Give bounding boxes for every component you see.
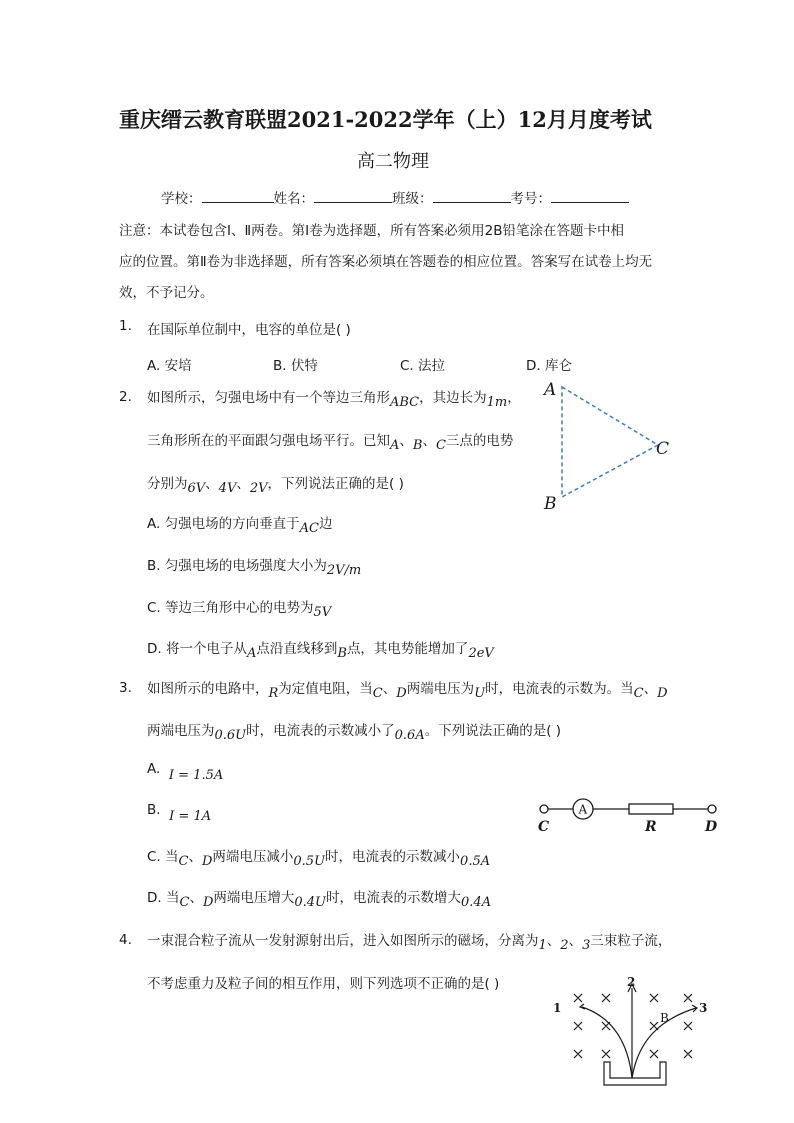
q2-line-2: 三角形所在的平面跟匀强电场平行。已知A、B、C三点的电势: [147, 433, 514, 453]
q1-option-d: D. 库仑: [526, 358, 572, 374]
q1-number: 1.: [119, 318, 132, 334]
class-blank[interactable]: [433, 190, 511, 203]
q1-option-c: C. 法拉: [400, 358, 446, 374]
q1-stem: 在国际单位制中，电容的单位是( ): [147, 322, 351, 338]
number-blank[interactable]: [551, 190, 629, 203]
q3-line-1: 如图所示的电路中，R为定值电阻，当C、D两端电压为U时，电流表的示数为。当C、D: [147, 681, 668, 701]
q2-option-b: B. 匀强电场的电场强度大小为2V/m: [147, 558, 362, 578]
number-label: 考号：: [510, 191, 551, 207]
q4-line-1: 一束混合粒子流从一发射源射出后，进入如图所示的磁场，分离为1、2、3三束粒子流，: [147, 933, 672, 953]
name-blank[interactable]: [314, 190, 392, 203]
vertex-b-label: B: [544, 494, 557, 514]
q3-line-2: 两端电压为0.6U时，电流表的示数减小了0.6A。下列说法正确的是( ): [147, 723, 562, 743]
beam-3-label: 3: [699, 1001, 708, 1015]
notice-line-1: 注意：本试卷包含Ⅰ、Ⅱ两卷。第Ⅰ卷为选择题，所有答案必须用2B铅笔涂在答题卡中相: [119, 223, 624, 239]
info-row: [161, 187, 629, 207]
q2-number: 2.: [119, 389, 132, 405]
name-label: 姓名：: [273, 191, 314, 207]
school-label: 学校：: [161, 191, 202, 207]
q3-option-c: C. 当C、D两端电压减小0.5U时，电流表的示数减小0.5A: [147, 849, 491, 869]
q3-circuit-figure: [533, 795, 723, 835]
notice-line-2: 应的位置。第Ⅱ卷为非选择题，所有答案必须填在答题卷的相应位置。答案写在试卷上均无: [119, 254, 653, 270]
q3-option-d: D. 当C、D两端电压增大0.4U时，电流表的示数增大0.4A: [147, 890, 492, 910]
terminal-d: [708, 805, 716, 813]
q3-option-a: A. I = 1.5A: [147, 761, 224, 783]
q2-option-d: D. 将一个电子从A点沿直线移到B点，其电势能增加了2eV: [147, 641, 494, 661]
equilateral-triangle: [562, 387, 658, 497]
beam-1-arrow-icon: [580, 1004, 585, 1009]
q2-option-a: A. 匀强电场的方向垂直于AC边: [147, 516, 333, 536]
q4-line-2: 不考虑重力及粒子间的相互作用，则下列选项不正确的是( ): [147, 976, 500, 992]
class-label: 班级：: [392, 191, 433, 207]
q2-option-c: C. 等边三角形中心的电势为5V: [147, 600, 332, 620]
q1-option-b: B. 伏特: [273, 358, 318, 374]
school-blank[interactable]: [202, 190, 274, 203]
notice-line-3: 效，不予记分。: [119, 285, 214, 301]
field-crosses: [574, 994, 692, 1058]
vertex-c-label: C: [656, 439, 670, 459]
q3-option-b: B. I = 1A: [147, 802, 212, 824]
q2-line-3: 分别为6V、4V、2V，下列说法正确的是( ): [147, 476, 404, 496]
resistor-label: R: [645, 819, 657, 835]
exam-title: 重庆缙云教育联盟2021-2022学年（上）12月月度考试: [119, 107, 652, 132]
vertex-a-label: A: [544, 380, 557, 400]
q2-line-1: 如图所示，匀强电场中有一个等边三角形ABC，其边长为1m，: [147, 390, 521, 410]
field-b-label: B: [660, 1011, 669, 1025]
q3-number: 3.: [119, 680, 132, 696]
q2-triangle-figure: [538, 375, 678, 515]
terminal-d-label: D: [705, 819, 718, 835]
q4-magnetic-field-figure: [546, 972, 722, 1092]
beam-2-label: 2: [627, 975, 636, 989]
terminal-c-label: C: [538, 819, 550, 835]
ammeter-label: A: [578, 802, 588, 817]
beam-1-label: 1: [553, 1001, 562, 1015]
resistor-icon: [629, 804, 673, 814]
q1-option-a: A. 安培: [147, 358, 192, 374]
q4-number: 4.: [119, 932, 132, 948]
terminal-c: [540, 805, 548, 813]
exam-subject: 高二物理: [357, 151, 429, 172]
